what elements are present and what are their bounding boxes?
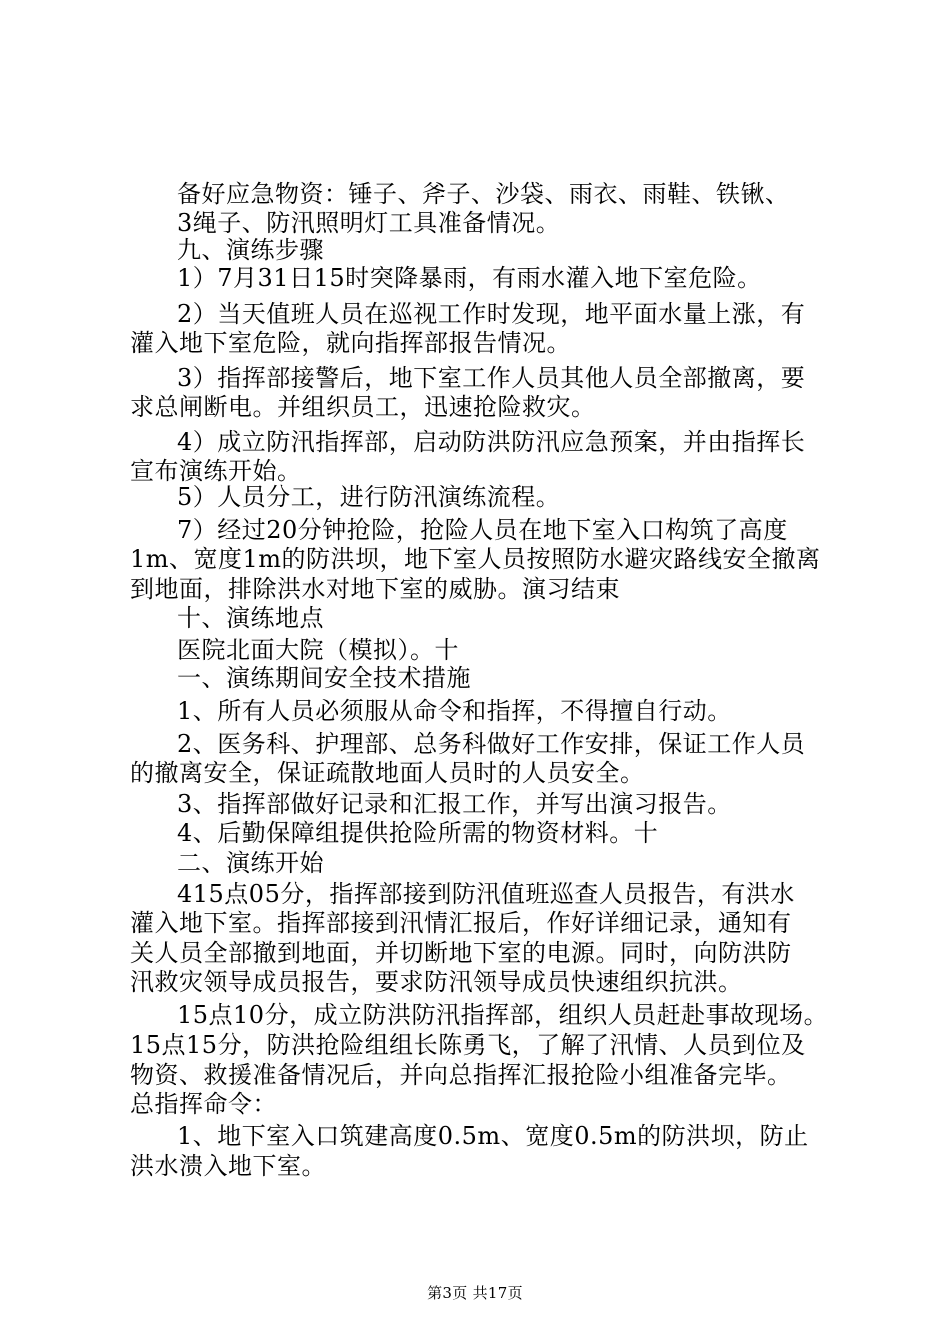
body-line: 关人员全部撤到地面，并切断地下室的电源。同时，向防洪防 <box>130 939 792 967</box>
section-heading: 九、演练步骤 <box>177 236 324 264</box>
body-line: 7）经过20分钟抢险，抢险人员在地下室入口构筑了高度 <box>177 516 788 544</box>
body-line: 2）当天值班人员在巡视工作时发现，地平面水量上涨，有 <box>177 300 806 328</box>
body-line: 1）7月31日15时突降暴雨，有雨水灌入地下室危险。 <box>177 264 762 292</box>
body-line: 4）成立防汛指挥部，启动防洪防汛应急预案，并由指挥长 <box>177 428 806 456</box>
body-line: 1、地下室入口筑建高度0.5m、宽度0.5m的防洪坝，防止 <box>177 1122 809 1150</box>
body-line: 求总闸断电。并组织员工，迅速抢险救灾。 <box>130 393 596 421</box>
section-heading: 一、演练期间安全技术措施 <box>177 664 471 692</box>
body-line: 3）指挥部接警后，地下室工作人员其他人员全部撤离，要 <box>177 364 806 392</box>
body-line: 2、医务科、护理部、总务科做好工作安排，保证工作人员 <box>177 730 806 758</box>
body-line: 灌入地下室危险，就向指挥部报告情况。 <box>130 329 571 357</box>
body-line: 415点05分，指挥部接到防汛值班巡查人员报告，有洪水 <box>177 880 795 908</box>
page-number-footer: 第3页 共17页 <box>427 1284 523 1302</box>
body-line: 5）人员分工，进行防汛演练流程。 <box>177 483 561 511</box>
body-line: 4、后勤保障组提供抢险所需的物资材料。十 <box>177 819 659 847</box>
body-line: 15点10分，成立防洪防汛指挥部，组织人员赶赴事故现场。 <box>177 1001 829 1029</box>
body-line: 总指挥命令： <box>130 1090 277 1118</box>
body-line: 1m、宽度1m的防洪坝，地下室人员按照防水避灾路线安全撤离 <box>130 545 821 573</box>
body-line: 洪水溃入地下室。 <box>130 1152 326 1180</box>
body-line: 的撤离安全，保证疏散地面人员时的人员安全。 <box>130 759 645 787</box>
body-line: 医院北面大院（模拟）。十 <box>177 636 459 664</box>
body-line: 汛救灾领导成员报告，要求防汛领导成员快速组织抗洪。 <box>130 968 743 996</box>
body-line: 灌入地下室。指挥部接到汛情汇报后，作好详细记录，通知有 <box>130 909 792 937</box>
body-line: 15点15分，防洪抢险组组长陈勇飞，了解了汛情、人员到位及 <box>130 1031 806 1059</box>
body-line: 3、指挥部做好记录和汇报工作，并写出演习报告。 <box>177 790 732 818</box>
body-line: 物资、救援准备情况后，并向总指挥汇报抢险小组准备完毕。 <box>130 1061 792 1089</box>
section-heading: 十、演练地点 <box>177 604 324 632</box>
body-line: 宣布演练开始。 <box>130 457 302 485</box>
section-heading: 二、演练开始 <box>177 849 324 877</box>
body-line: 到地面，排除洪水对地下室的威胁。演习结束 <box>130 575 620 603</box>
body-line: 备好应急物资：锤子、斧子、沙袋、雨衣、雨鞋、铁锹、 <box>177 180 790 208</box>
body-line: 3绳子、防汛照明灯工具准备情况。 <box>177 209 561 237</box>
body-line: 1、所有人员必须服从命令和指挥，不得擅自行动。 <box>177 697 732 725</box>
